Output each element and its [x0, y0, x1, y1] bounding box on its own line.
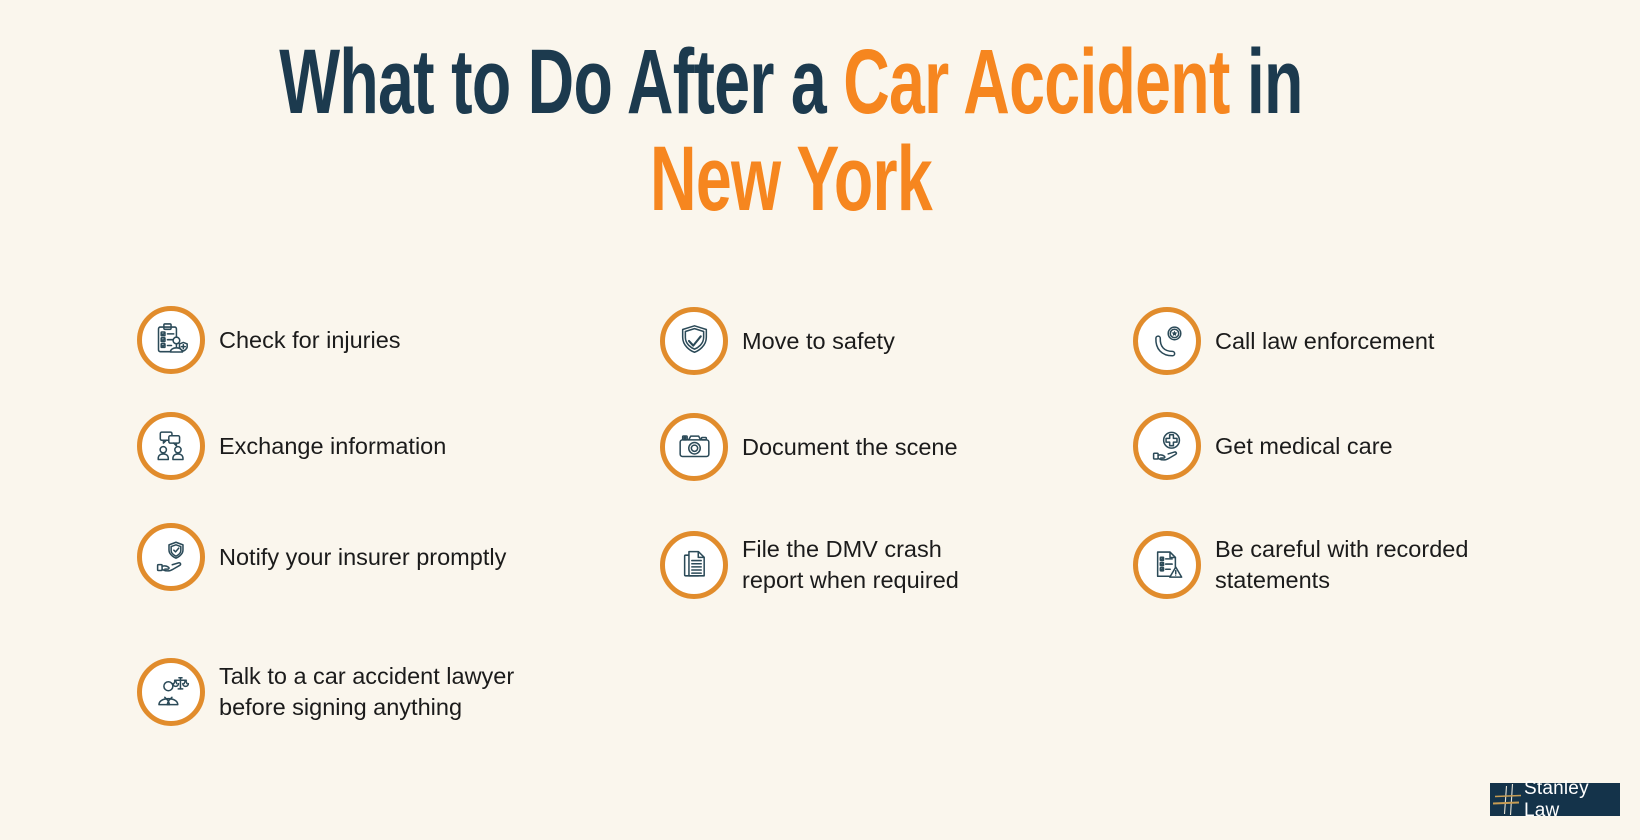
icon-badge: [1133, 531, 1201, 599]
item-move-to-safety: [660, 307, 895, 375]
item-label: Be careful with recorded statements: [1215, 536, 1469, 593]
icon-badge: [137, 306, 205, 374]
hash-mark-icon: [1493, 783, 1523, 816]
icon-badge: [137, 523, 205, 591]
lawyer-scales-icon: [150, 671, 193, 714]
icon-badge: [1133, 307, 1201, 375]
item-call-law-enforcement: [1133, 307, 1434, 375]
camera-icon: [673, 426, 716, 469]
shield-check-icon: [673, 320, 716, 363]
item-label: Notify your insurer promptly: [219, 543, 507, 570]
documents-icon: [673, 544, 716, 587]
icon-badge: [137, 658, 205, 726]
stanley-law-logo: [1490, 777, 1620, 821]
item-check-for-injuries: [137, 306, 401, 374]
item-label: Move to safety: [742, 327, 895, 354]
item-label: Exchange information: [219, 432, 447, 459]
icon-badge: [660, 307, 728, 375]
item-label: Get medical care: [1215, 432, 1393, 459]
hand-medical-cross-icon: [1146, 425, 1189, 468]
clipboard-checklist-person-icon: [150, 319, 193, 362]
item-label: Check for injuries: [219, 326, 401, 353]
page-title: [0, 31, 1582, 230]
speech-bubbles-people-icon: [150, 425, 193, 468]
item-label: Call law enforcement: [1215, 327, 1435, 354]
icon-badge: [660, 531, 728, 599]
item-document-the-scene: [660, 413, 958, 481]
icon-badge: [1133, 412, 1201, 480]
item-label: File the DMV crash report when required: [742, 536, 959, 593]
phone-police-badge-icon: [1146, 320, 1189, 363]
logo-text: Stanley Law: [1524, 777, 1589, 821]
item-talk-to-lawyer: [137, 658, 514, 726]
item-get-medical-care: [1133, 412, 1393, 480]
checklist-warning-icon: [1146, 544, 1189, 587]
item-notify-insurer: [137, 523, 506, 591]
page-title-line-1: [237, 31, 1344, 133]
icon-badge: [660, 413, 728, 481]
item-recorded-statements: [1133, 531, 1468, 599]
icon-badge: [137, 412, 205, 480]
item-label: Talk to a car accident lawyer before signing anything: [219, 663, 515, 720]
hand-holding-shield-icon: [150, 536, 193, 579]
title-text-suffix: in: [1229, 31, 1303, 133]
item-label: Document the scene: [742, 433, 958, 460]
item-exchange-information: [137, 412, 446, 480]
title-text-highlight: Car Accident: [843, 31, 1230, 133]
page-title-line-2: New York: [650, 127, 932, 230]
item-file-dmv-report: [660, 531, 959, 599]
title-text-prefix: What to Do After a: [279, 31, 844, 133]
